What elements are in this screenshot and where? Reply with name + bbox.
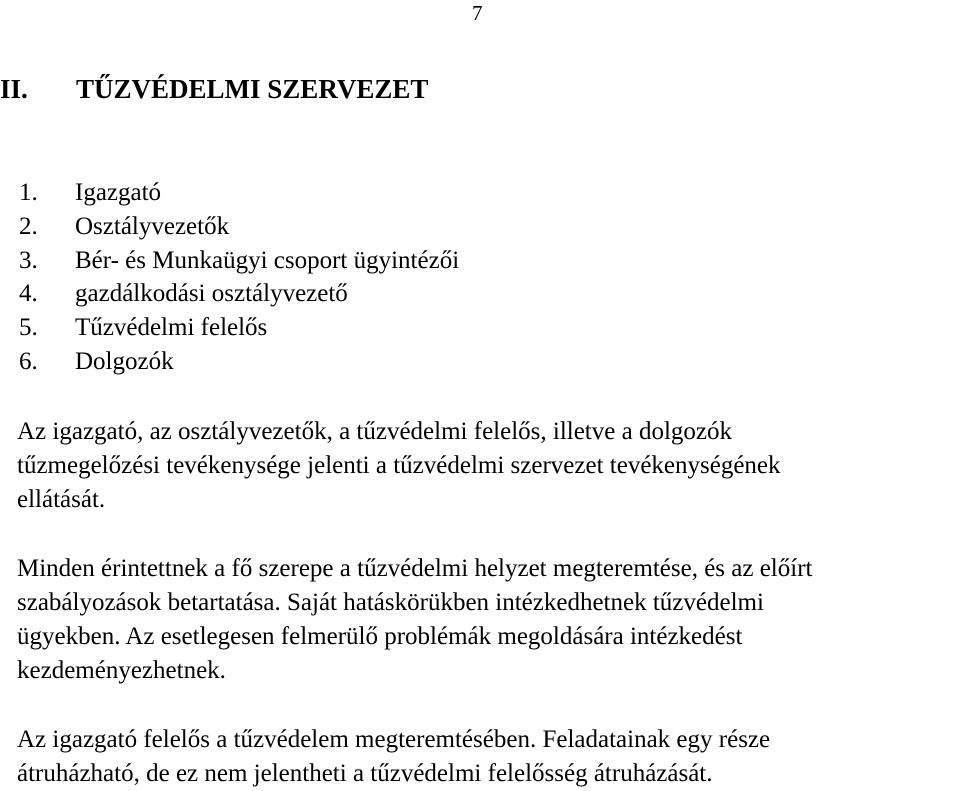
list-item-label: Igazgató <box>75 179 162 206</box>
paragraph-line: tűzmegelőzési tevékenysége jelenti a tűzvédelmi szervezet tevékenységének <box>17 452 781 479</box>
organization-list <box>0 176 459 379</box>
list-item-number: 2. <box>19 212 38 240</box>
list-item <box>0 176 459 210</box>
paragraph-line: átruházható, de ez nem jelentheti a tűzvédelmi felelősség átruházását. <box>17 760 713 787</box>
list-item-label: Tűzvédelmi felelős <box>75 314 268 342</box>
list-item <box>0 345 459 379</box>
paragraph-line: Az igazgató felelős a tűzvédelem megteremtésében. Feladatainak egy része <box>17 726 771 753</box>
paragraph-line: Minden érintettnek a fő szerepe a tűzvédelmi helyzet megteremtése, és az előírt <box>17 555 813 582</box>
paragraph-line: ellátását. <box>17 486 106 513</box>
section-title: TŰZVÉDELMI SZERVEZET <box>76 74 429 104</box>
page-number: 7 <box>472 1 483 25</box>
list-item-label: Dolgozók <box>75 347 174 375</box>
list-item-number: 5. <box>19 314 38 342</box>
list-item <box>0 311 459 345</box>
paragraph-line: ügyekben. Az esetlegesen felmerülő problémák megoldására intézkedést <box>17 623 743 650</box>
list-item-number: 4. <box>19 280 38 308</box>
list-item-label: gazdálkodási osztályvezető <box>75 280 348 308</box>
section-heading <box>0 72 428 106</box>
list-item-label: Bér- és Munkaügyi csoport ügyintézői <box>75 246 460 274</box>
list-item <box>0 210 459 244</box>
list-item <box>0 244 459 278</box>
section-number: II. <box>0 74 28 104</box>
paragraph-line: kezdeményezhetnek. <box>17 657 226 684</box>
list-item-number: 3. <box>19 246 38 274</box>
paragraph-responsibilities <box>17 552 957 688</box>
list-item <box>0 277 459 311</box>
paragraph-line: Az igazgató, az osztályvezetők, a tűzvédelmi felelős, illetve a dolgozók <box>17 418 732 445</box>
list-item-number: 1. <box>19 179 38 206</box>
paragraph-line: szabályozások betartatása. Saját hatáskörükben intézkedhetnek tűzvédelmi <box>17 589 764 616</box>
paragraph-organization <box>17 415 957 517</box>
list-item-label: Osztályvezetők <box>75 212 230 240</box>
list-item-number: 6. <box>19 347 38 375</box>
paragraph-director <box>17 723 957 791</box>
